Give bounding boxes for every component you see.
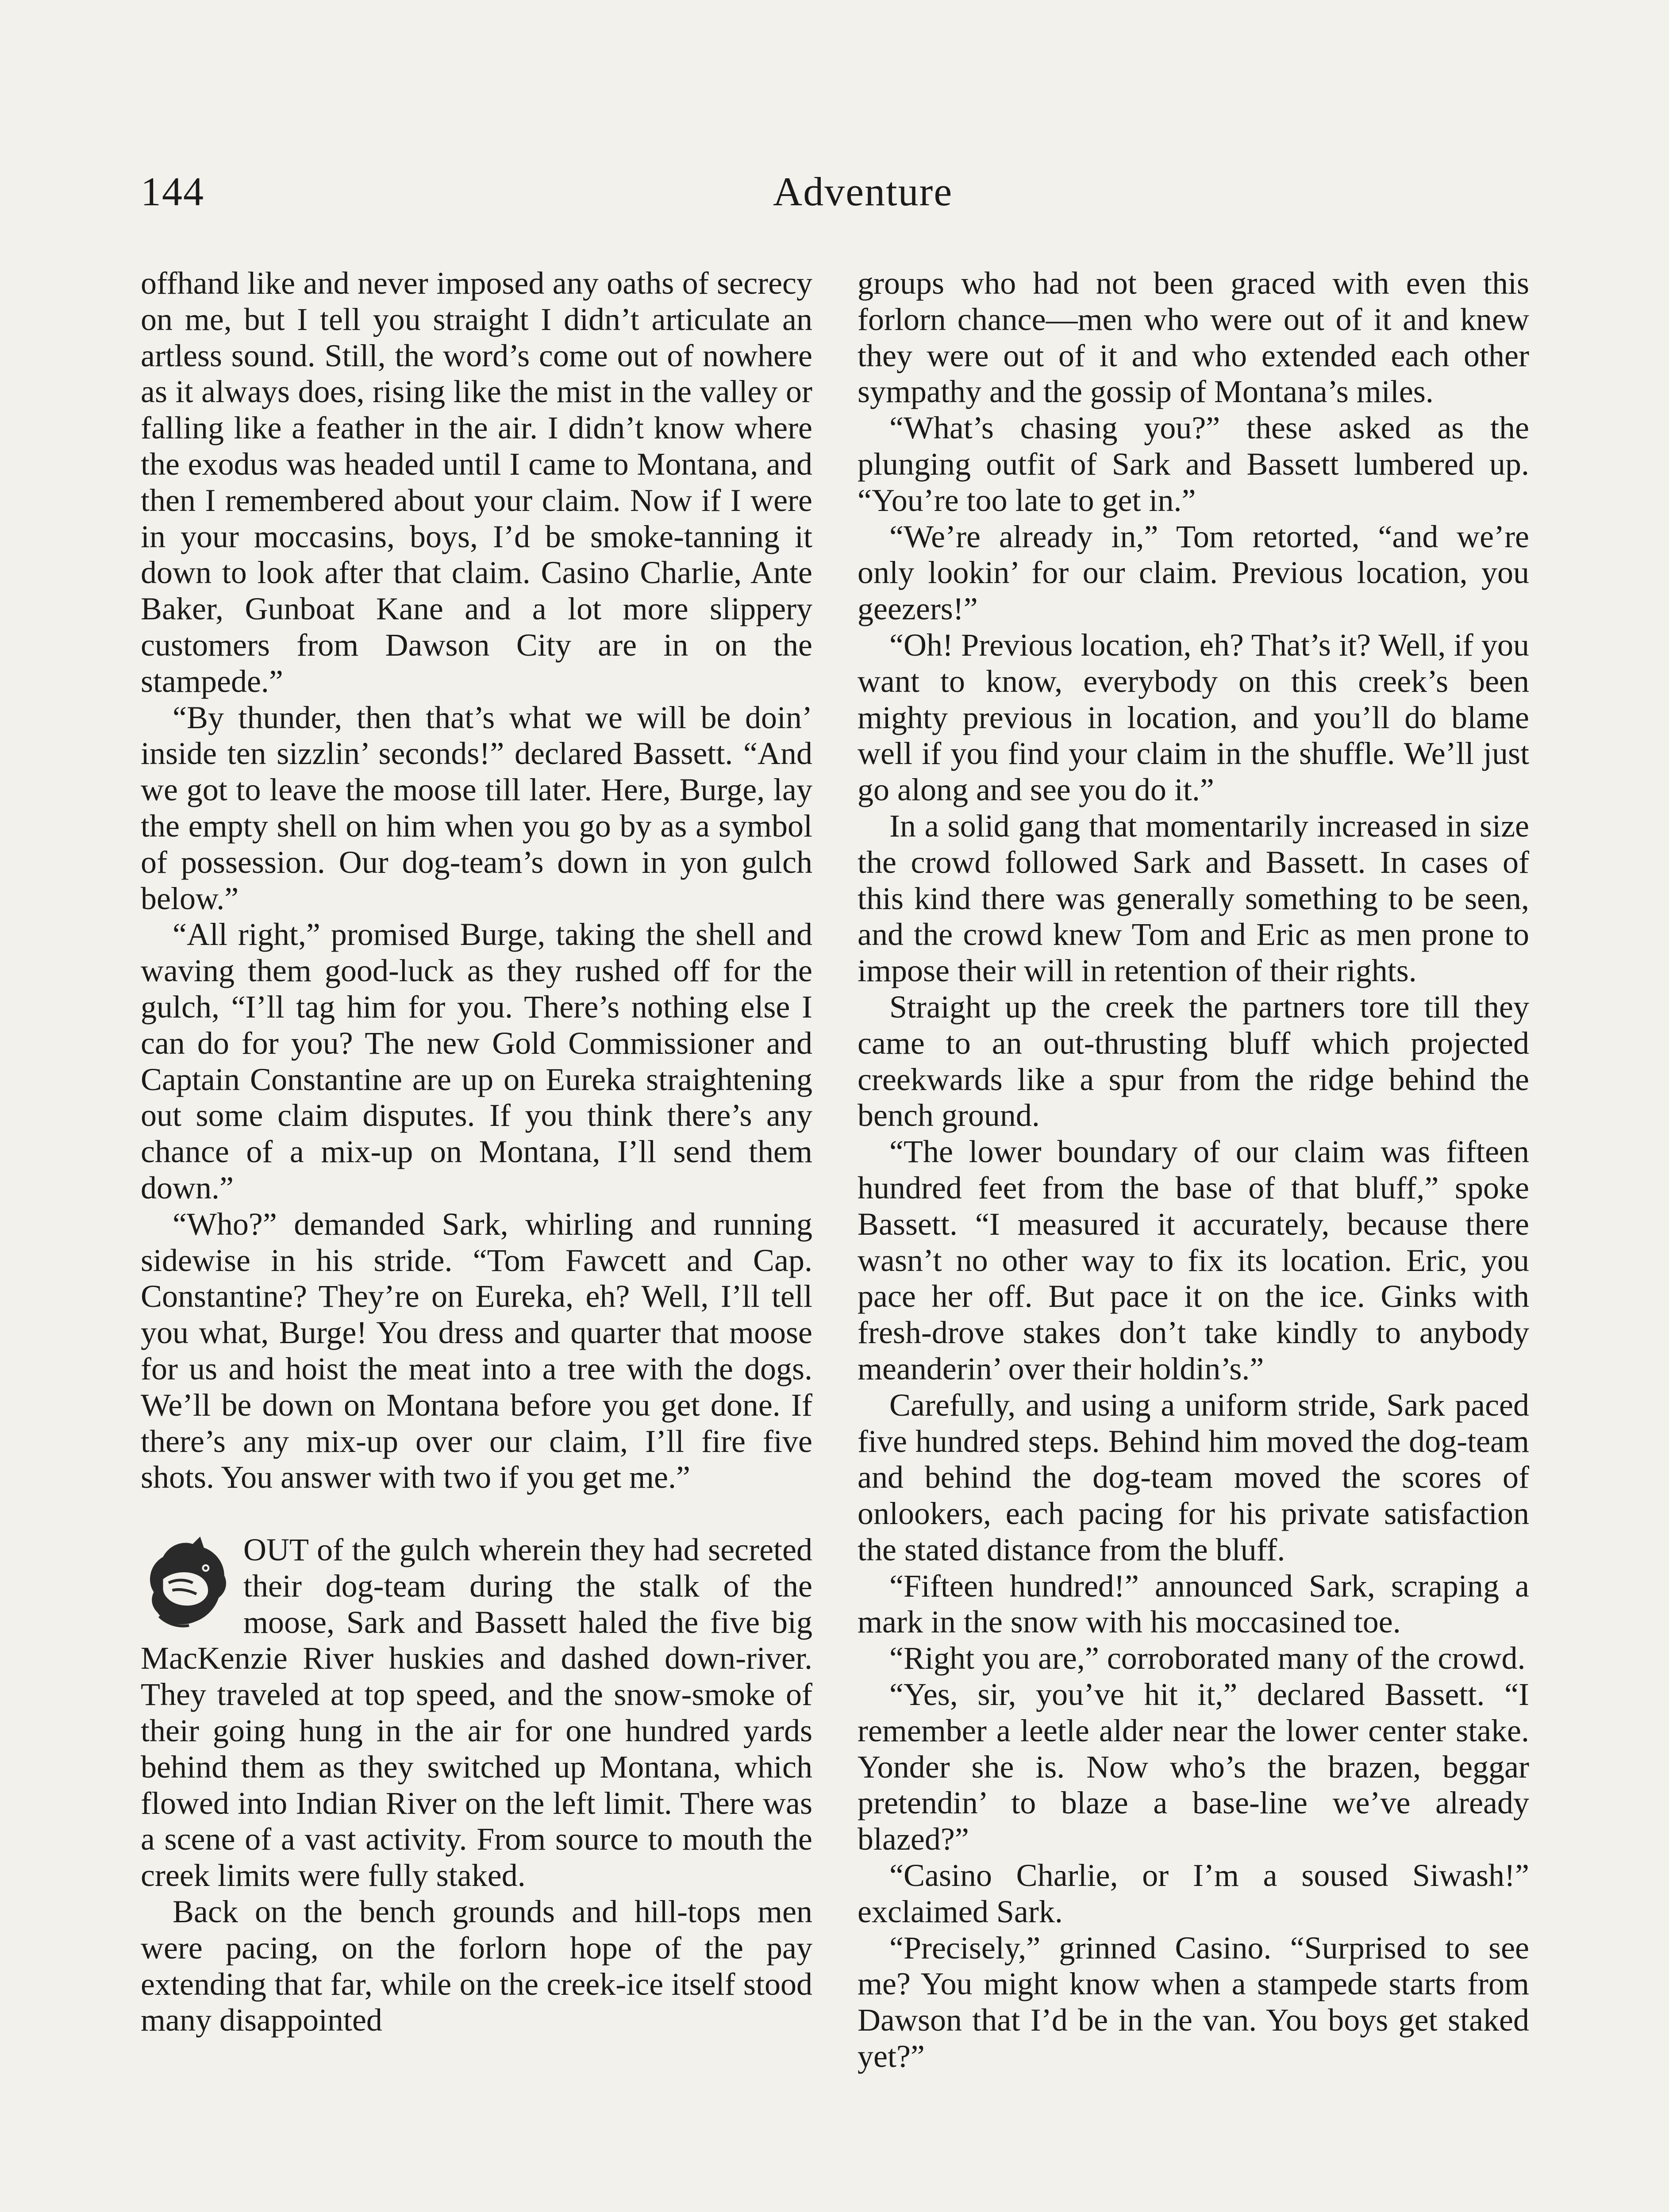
right-column [858,265,1529,2075]
paragraph: “All right,” promised Burge, taking the shell and waving them good-luck as they rushed off for the gulch, “I’ll tag him for you. There’s nothing else I can do for you? The new Gold Commissioner and Captain Constantine are up on Eureka straightening out some claim disputes. If you think there’s any chance of a mix-up on Montana, I’ll send them down.” [141,917,812,1206]
paragraph: “Right you are,” corroborated many of the crowd. [889,1640,1526,1676]
paragraph: Carefully, and using a uniform stride, Sark paced five hundred steps. Behind him moved the dog-team and behind the dog-team moved the scores of onlookers, each pacing for his private satisfaction the stated distance from the bluff. [858,1387,1529,1567]
paragraph: offhand like and never imposed any oaths of secrecy on me, but I tell you straight I didn’t articulate an artless sound. Still, the word’s come out of nowhere as it always does, rising like the mist in the valley or falling like a feather in the air. I didn’t know where the exodus was headed until I came to Montana, and then I remembered about your claim. Now if I were in your moccasins, boys, I’d be smoke-tanning it down to look after that claim. Casino Charlie, Ante Baker, Gunboat Kane and a lot more slippery customers from Dawson City are in on the stampede.” [141,265,812,699]
left-column [141,265,812,2039]
running-title: Adventure [773,169,953,214]
paragraph-text: OUT of the gulch wherein they had secreted their dog-team during the stalk of the moose, Sark and Bassett haled the five big MacKenzie River huskies and dashed down-river. They traveled at top speed, and the snow-smoke of their going hung in the air for one hundred yards behind them as they switched up Montana, which flowed into Indian River on the left limit. There was a scene of a vast activity. From source to mouth the creek limits were fully staked. [141,1532,812,1893]
paragraph: “The lower boundary of our claim was fifteen hundred feet from the base of that bluff,” spoke Bassett. “I measured it accurately, because there wasn’t no other way to fix its location. Eric, you pace her off. But pace it on the ice. Ginks with fresh-drove stakes don’t take kindly to anybody meanderin’ over their holdin’s.” [858,1134,1529,1386]
paragraph: groups who had not been graced with even this forlorn chance—men who were out of it and knew they were out of it and who extended each other sympathy and the gossip of Montana’s miles. [858,265,1529,410]
paragraph: In a solid gang that momentarily increased in size the crowd followed Sark and Bassett. In cases of this kind there was generally something to be seen, and the crowd knew Tom and Eric as men prone to impose their will in retention of their rights. [858,808,1529,989]
page-number: 144 [141,169,204,214]
paragraph: “Yes, sir, you’ve hit it,” declared Bassett. “I remember a leetle alder near the lower center stake. Yonder she is. Now who’s the brazen, beggar pretendin’ to blaze a base-line we’ve already blazed?” [858,1677,1529,1857]
paragraph: “Who?” demanded Sark, whirling and running sidewise in his stride. “Tom Fawcett and Cap. Constantine? They’re on Eureka, eh? Well, I’ll tell you what, Burge! You dress and quarter that moose for us and hoist the meat into a tree with the dogs. We’ll be down on Montana before you get done. If there’s any mix-up over our claim, I’ll fire five shots. You answer with two if you get me.” [141,1206,812,1495]
paragraph: “We’re already in,” Tom retorted, “and we’re only lookin’ for our claim. Previous location, you geezers!” [858,518,1529,627]
paragraph: “Precisely,” grinned Casino. “Surprised to see me? You might know when a stampede starts from Dawson that I’d be in the van. You boys get staked yet?” [858,1930,1529,2074]
paragraph: “Oh! Previous location, eh? That’s it? Well, if you want to know, everybody on this creek’s been mighty previous in location, and you’ll do blame well if you find your claim in the shuffle. We’ll just go along and see you do it.” [858,627,1529,808]
section-opening-paragraph [141,1532,812,1894]
paragraph: “What’s chasing you?” these asked as the plunging outfit of Sark and Bassett lumbered up. “You’re too late to get in.” [858,410,1529,518]
paragraph: “Fifteen hundred!” announced Sark, scraping a mark in the snow with his moccasined toe. [858,1568,1529,1640]
paragraph: Straight up the creek the partners tore till they came to an out-thrusting bluff which projected creekwards like a spur from the ridge behind the bench ground. [858,989,1529,1133]
paragraph: “Casino Charlie, or I’m a soused Siwash!” exclaimed Sark. [858,1858,1529,1929]
paragraph: Back on the bench grounds and hill-tops men were pacing, on the forlorn hope of the pay extending that far, while on the creek-ice itself stood many disappointed [141,1894,812,2038]
paragraph: “By thunder, then that’s what we will be doin’ inside ten sizzlin’ seconds!” declared Bassett. “And we got to leave the moose till later. Here, Burge, lay the empty shell on him when you go by as a symbol of possession. Our dog-team’s down in yon gulch below.” [141,699,812,916]
dog-head-icon [141,1535,234,1632]
